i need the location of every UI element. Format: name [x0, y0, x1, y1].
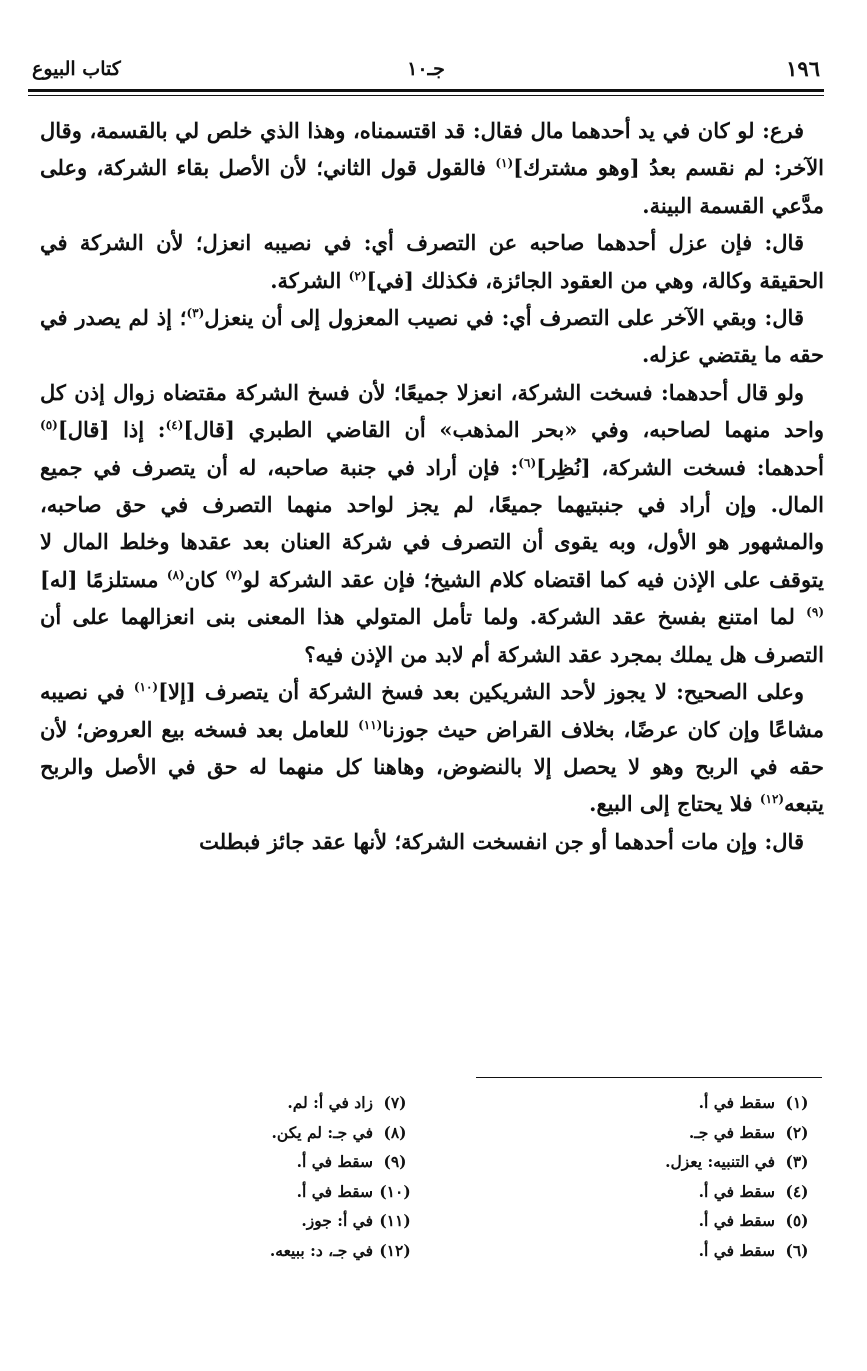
- footnote-item: [157, 1118, 417, 1148]
- main-text: [40, 112, 824, 860]
- footnote-marker: (٨): [166, 567, 185, 582]
- book-title: كتاب البيوع: [32, 58, 121, 80]
- text-run: فالقول قول الثاني؛ لأن الأصل بقاء الشركة، وعلى مدَّعي القسمة البينة.: [40, 155, 824, 218]
- text-run: قال: وبقي الآخر على التصرف أي: في نصيب المعزول إلى أن ينعزل: [204, 305, 804, 331]
- header-rule-thin: [28, 95, 824, 96]
- text-run: فرع: لو كان في يد أحدهما مال فقال: قد اقتسمناه، وهذا الذي خلص لي بالقسمة، وقال الآخر: لم نقسم بعدُ [وهو مشترك]: [40, 118, 825, 181]
- footnote-text: سقط في أ.: [698, 1240, 775, 1260]
- footnote-number: (١٢): [379, 1240, 411, 1260]
- footnote-item: [519, 1147, 819, 1177]
- footnote-text: زاد في أ: لم.: [287, 1093, 373, 1112]
- footnote-item: [157, 1147, 417, 1177]
- paragraph: [40, 673, 824, 823]
- text-run: للعامل بعد فسخه بيع العروض؛ لأن حقه في الربح وهو لا يحصل إلا بالنضوض، وهاهنا كل منهما له حق في الأصل والربح يتبعه: [40, 716, 824, 817]
- footnote-text: في أ: جوز.: [301, 1211, 373, 1230]
- paragraph: [40, 823, 824, 860]
- footnote-text: سقط في أ.: [296, 1181, 373, 1201]
- footnotes-left-column: [157, 1088, 417, 1265]
- page-header: [28, 56, 824, 90]
- footnote-marker: (٧): [224, 567, 243, 582]
- footnote-item: [519, 1118, 819, 1148]
- page-number: ١٩٦: [786, 56, 820, 81]
- footnote-text: سقط في جـ.: [688, 1122, 775, 1142]
- text-run: قال: وإن مات أحدهما أو جن انفسخت الشركة؛ لأنها عقد جائز فبطلت: [199, 828, 804, 854]
- text-run: ولو قال أحدهما: فسخت الشركة، انعزلا جميعًا؛ لأن فسخ الشركة مقتضاه زوال إذن كل واحد منهما لصاحبه، وفي «بحر المذهب» أن القاضي الطبري [قال]: [40, 379, 824, 443]
- footnote-number: (١٠): [379, 1181, 411, 1201]
- footnote-text: سقط في أ.: [698, 1211, 775, 1230]
- footnote-text: سقط في أ.: [296, 1152, 373, 1171]
- footnote-marker: (١١): [358, 717, 383, 732]
- footnotes-right-column: [519, 1088, 819, 1265]
- footnote-separator: [476, 1077, 822, 1078]
- footnote-item: [519, 1236, 819, 1266]
- footnote-item: [519, 1177, 819, 1207]
- footnote-number: (١١): [379, 1211, 411, 1230]
- paragraph: [40, 224, 824, 299]
- text-run: في نصيبه مشاعًا وإن كان عرضًا، بخلاف القراض حيث جوزنا: [40, 679, 824, 742]
- text-run: مستلزمًا [له]: [40, 566, 167, 592]
- footnote-number: (٨): [383, 1122, 407, 1142]
- footnote-text: في جـ: لم يكن.: [271, 1122, 373, 1142]
- footnote-marker: (١٢): [759, 792, 785, 807]
- footnote-number: (٣): [785, 1152, 809, 1171]
- footnote-marker: (٦): [518, 455, 537, 470]
- volume-label: جـ١٠: [407, 58, 445, 80]
- text-run: قال: فإن عزل أحدهما صاحبه عن التصرف أي: في نصيبه انعزل؛ لأن الشركة في الحقيقة وكالة، وهي من العقود الجائزة، فكذلك [في]: [40, 230, 824, 293]
- footnote-marker: (١٠): [133, 680, 159, 695]
- footnote-item: [519, 1088, 819, 1118]
- text-run: كان: [184, 566, 225, 592]
- footnote-number: (٧): [383, 1093, 407, 1112]
- text-run: ؛ إذ لم يصدر في حقه ما يقتضي عزله.: [40, 305, 824, 368]
- text-run: : فإن أراد في جنبة صاحبه، له أن يتصرف في جميع المال. وإن أراد في جنبتيهما جميعًا، لم يجز لواحد منهما التصرف في حق صاحبه، والمشهور هو الأول، وبه يقوى أن التصرف في شركة العنان بعد عقدها وخلط المال لا يتوقف على الإذن فيه كما اقتضاه كلام الشيخ؛ فإن عقد الشركة لو: [40, 454, 824, 592]
- text-run: : إذا [قال]: [57, 417, 166, 443]
- text-run: الشركة.: [270, 267, 349, 293]
- footnote-item: [157, 1206, 417, 1236]
- footnote-item: [157, 1088, 417, 1118]
- footnote-marker: (٩): [806, 605, 824, 620]
- text-run: وعلى الصحيح: لا يجوز لأحد الشريكين بعد فسخ الشركة أن يتصرف [إلا]: [158, 679, 804, 705]
- footnote-marker: (٤): [165, 418, 184, 433]
- footnote-text: سقط في أ.: [698, 1093, 775, 1112]
- footnote-item: [519, 1206, 819, 1236]
- text-run: أحدهما: فسخت الشركة، [نُظِر]: [536, 454, 824, 480]
- footnote-marker: (٣): [186, 306, 205, 321]
- footnote-number: (٩): [383, 1152, 407, 1171]
- footnote-marker: (٢): [348, 268, 367, 283]
- footnote-number: (٤): [785, 1181, 809, 1201]
- text-run: لما امتنع بفسخ عقد الشركة. ولما تأمل المتولي هذا المعنى بنى انعزالهما على أن التصرف هل يملك بمجرد عقد الشركة أم لابد من الإذن فيه؟: [40, 604, 824, 667]
- footnote-item: [157, 1177, 417, 1207]
- text-run: فلا يحتاج إلى البيع.: [589, 791, 760, 817]
- footnote-marker: (١): [495, 156, 514, 171]
- paragraph: [40, 374, 824, 673]
- footnote-number: (٥): [785, 1211, 809, 1230]
- footnote-number: (٦): [785, 1240, 809, 1260]
- footnote-text: سقط في أ.: [698, 1181, 775, 1201]
- footnote-number: (١): [785, 1093, 809, 1112]
- paragraph: [40, 299, 824, 374]
- footnote-item: [157, 1236, 417, 1266]
- header-rule-thick: [28, 89, 824, 92]
- paragraph: [40, 112, 824, 224]
- footnote-number: (٢): [785, 1122, 809, 1142]
- footnote-text: في التنبيه: يعزل.: [665, 1152, 775, 1171]
- footnote-marker: (٥): [40, 418, 58, 433]
- footnote-text: في جـ، د: ببيعه.: [269, 1240, 373, 1260]
